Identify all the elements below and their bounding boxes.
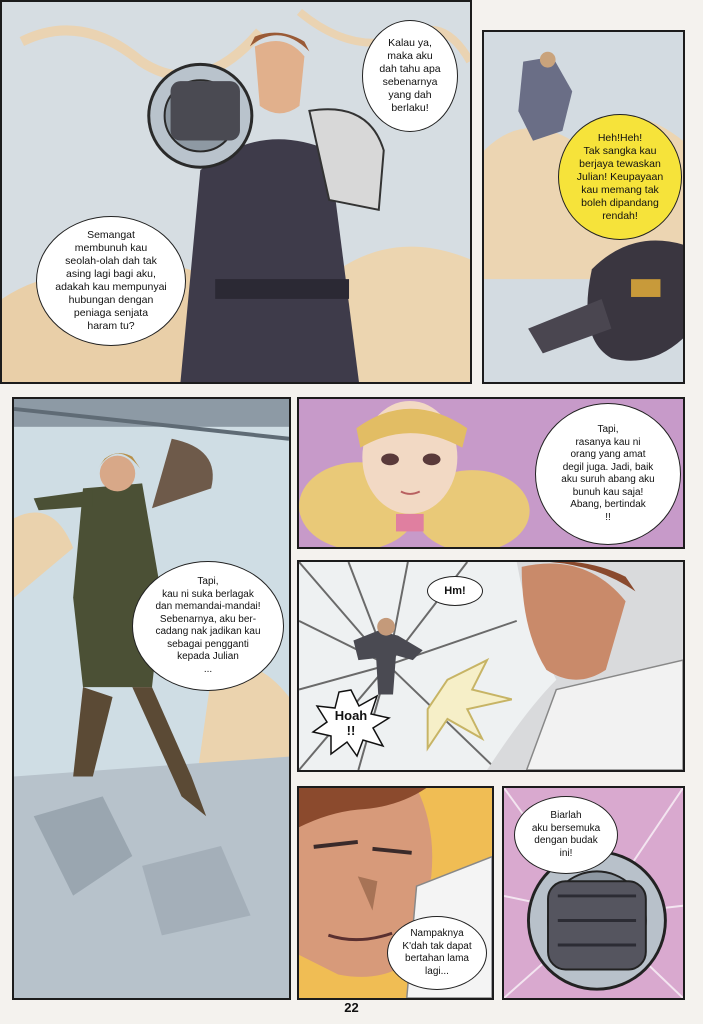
panel-4 (297, 397, 685, 549)
panel-6 (297, 786, 494, 1000)
blond-fighter-on-rubble-illustration (14, 399, 289, 998)
speech-bubble: Kalau ya, maka aku dah tahu apa sebenarnya yang dah berlaku! (362, 20, 458, 132)
hoah-sound-effect (311, 688, 391, 758)
speech-bubble: Heh!Heh! Tak sangka kau berjaya tewaskan Julian! Keupayaan kau memang tak boleh dipandang rendah! (558, 114, 682, 240)
panel-3 (12, 397, 291, 1000)
speech-bubble: Biarlah aku bersemuka dengan budak ini! (514, 796, 618, 874)
page-number: 22 (344, 1000, 359, 1015)
speech-bubble: Tapi, kau ni suka berlagak dan memandai-mandai! Sebenarnya, aku ber- cadang nak jadikan kau sebagai pengganti kepada Julian ... (132, 561, 284, 691)
panel-7 (502, 786, 685, 1000)
speech-bubble: Nampaknya K'dah tak dapat bertahan lama lagi... (387, 916, 487, 990)
panel-1 (0, 0, 472, 384)
speech-bubble: Hm! (427, 576, 483, 606)
panel-5 (297, 560, 685, 772)
hoah-text: Hoah !! (334, 708, 368, 738)
speech-bubble: Tapi, rasanya kau ni orang yang amat degil juga. Jadi, baik aku suruh abang aku bunuh kau saja! Abang, bertindak !! (535, 403, 681, 545)
panel-2 (482, 30, 685, 384)
speech-bubble: Semangat membunuh kau seolah-olah dah tak asing lagi bagi aku, adakah kau mempunyai hubungan dengan peniaga senjata haram tu? (36, 216, 186, 346)
